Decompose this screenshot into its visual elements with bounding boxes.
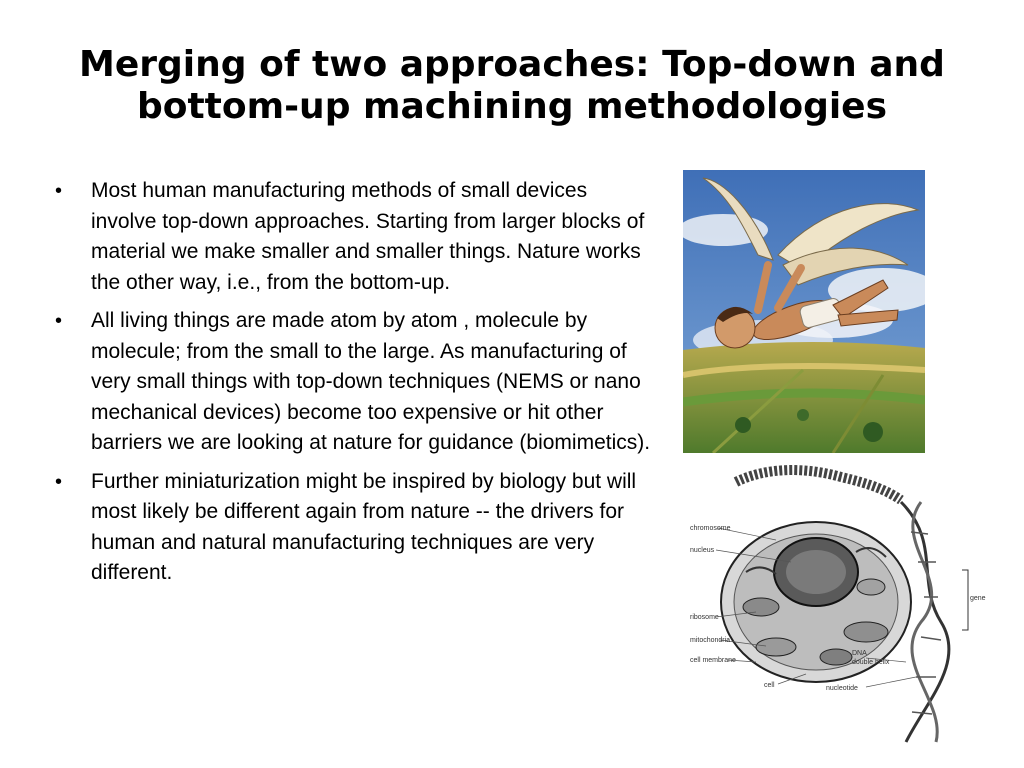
bullet-marker: • (55, 470, 63, 493)
slide-title: Merging of two approaches: Top-down and bottom-up machining methodologies (79, 44, 945, 127)
icarus-flying-image (683, 170, 925, 453)
label-chromosome: chromosome (690, 525, 731, 532)
label-dna: DNA (852, 650, 867, 657)
label-ribosome: ribosome (690, 614, 719, 621)
bullet-text: Most human manufacturing methods of small devices involve top-down approaches. Starting from larger blocks of material we make smaller and smaller things. Nature works the other way, i.e., from the bottom-up. (91, 179, 645, 294)
bullet-item (48, 176, 652, 298)
icarus-flying-illustration (683, 170, 925, 453)
bullet-list (48, 176, 652, 597)
label-double-helix: double helix (852, 659, 890, 666)
cell-dna-image (666, 462, 992, 747)
label-mitochondria: mitochondria (690, 637, 731, 644)
bullet-marker: • (55, 310, 63, 332)
bullet-text: Further miniaturization might be inspired by biology but will most likely be different again from nature -- the drivers for human and natural manufacturing techniques are very different. (91, 469, 637, 584)
label-nucleotide: nucleotide (826, 685, 858, 692)
bullet-item (48, 306, 652, 459)
cell-dna-diagram (666, 462, 992, 747)
bullet-item (48, 467, 652, 589)
bullet-text: All living things are made atom by atom , molecule by molecule; from the small to the large. As manufacturing of very small things with top-down techniques (NEMS or nano mechanical devices) become too expensive or hit other barriers we are looking at nature for guidance (biomimetics). (91, 309, 651, 454)
label-cell: cell (764, 682, 775, 689)
label-gene: gene (970, 595, 986, 602)
label-nucleus: nucleus (690, 547, 715, 554)
bullet-marker: • (55, 180, 63, 202)
label-cell-membrane: cell membrane (690, 657, 736, 664)
